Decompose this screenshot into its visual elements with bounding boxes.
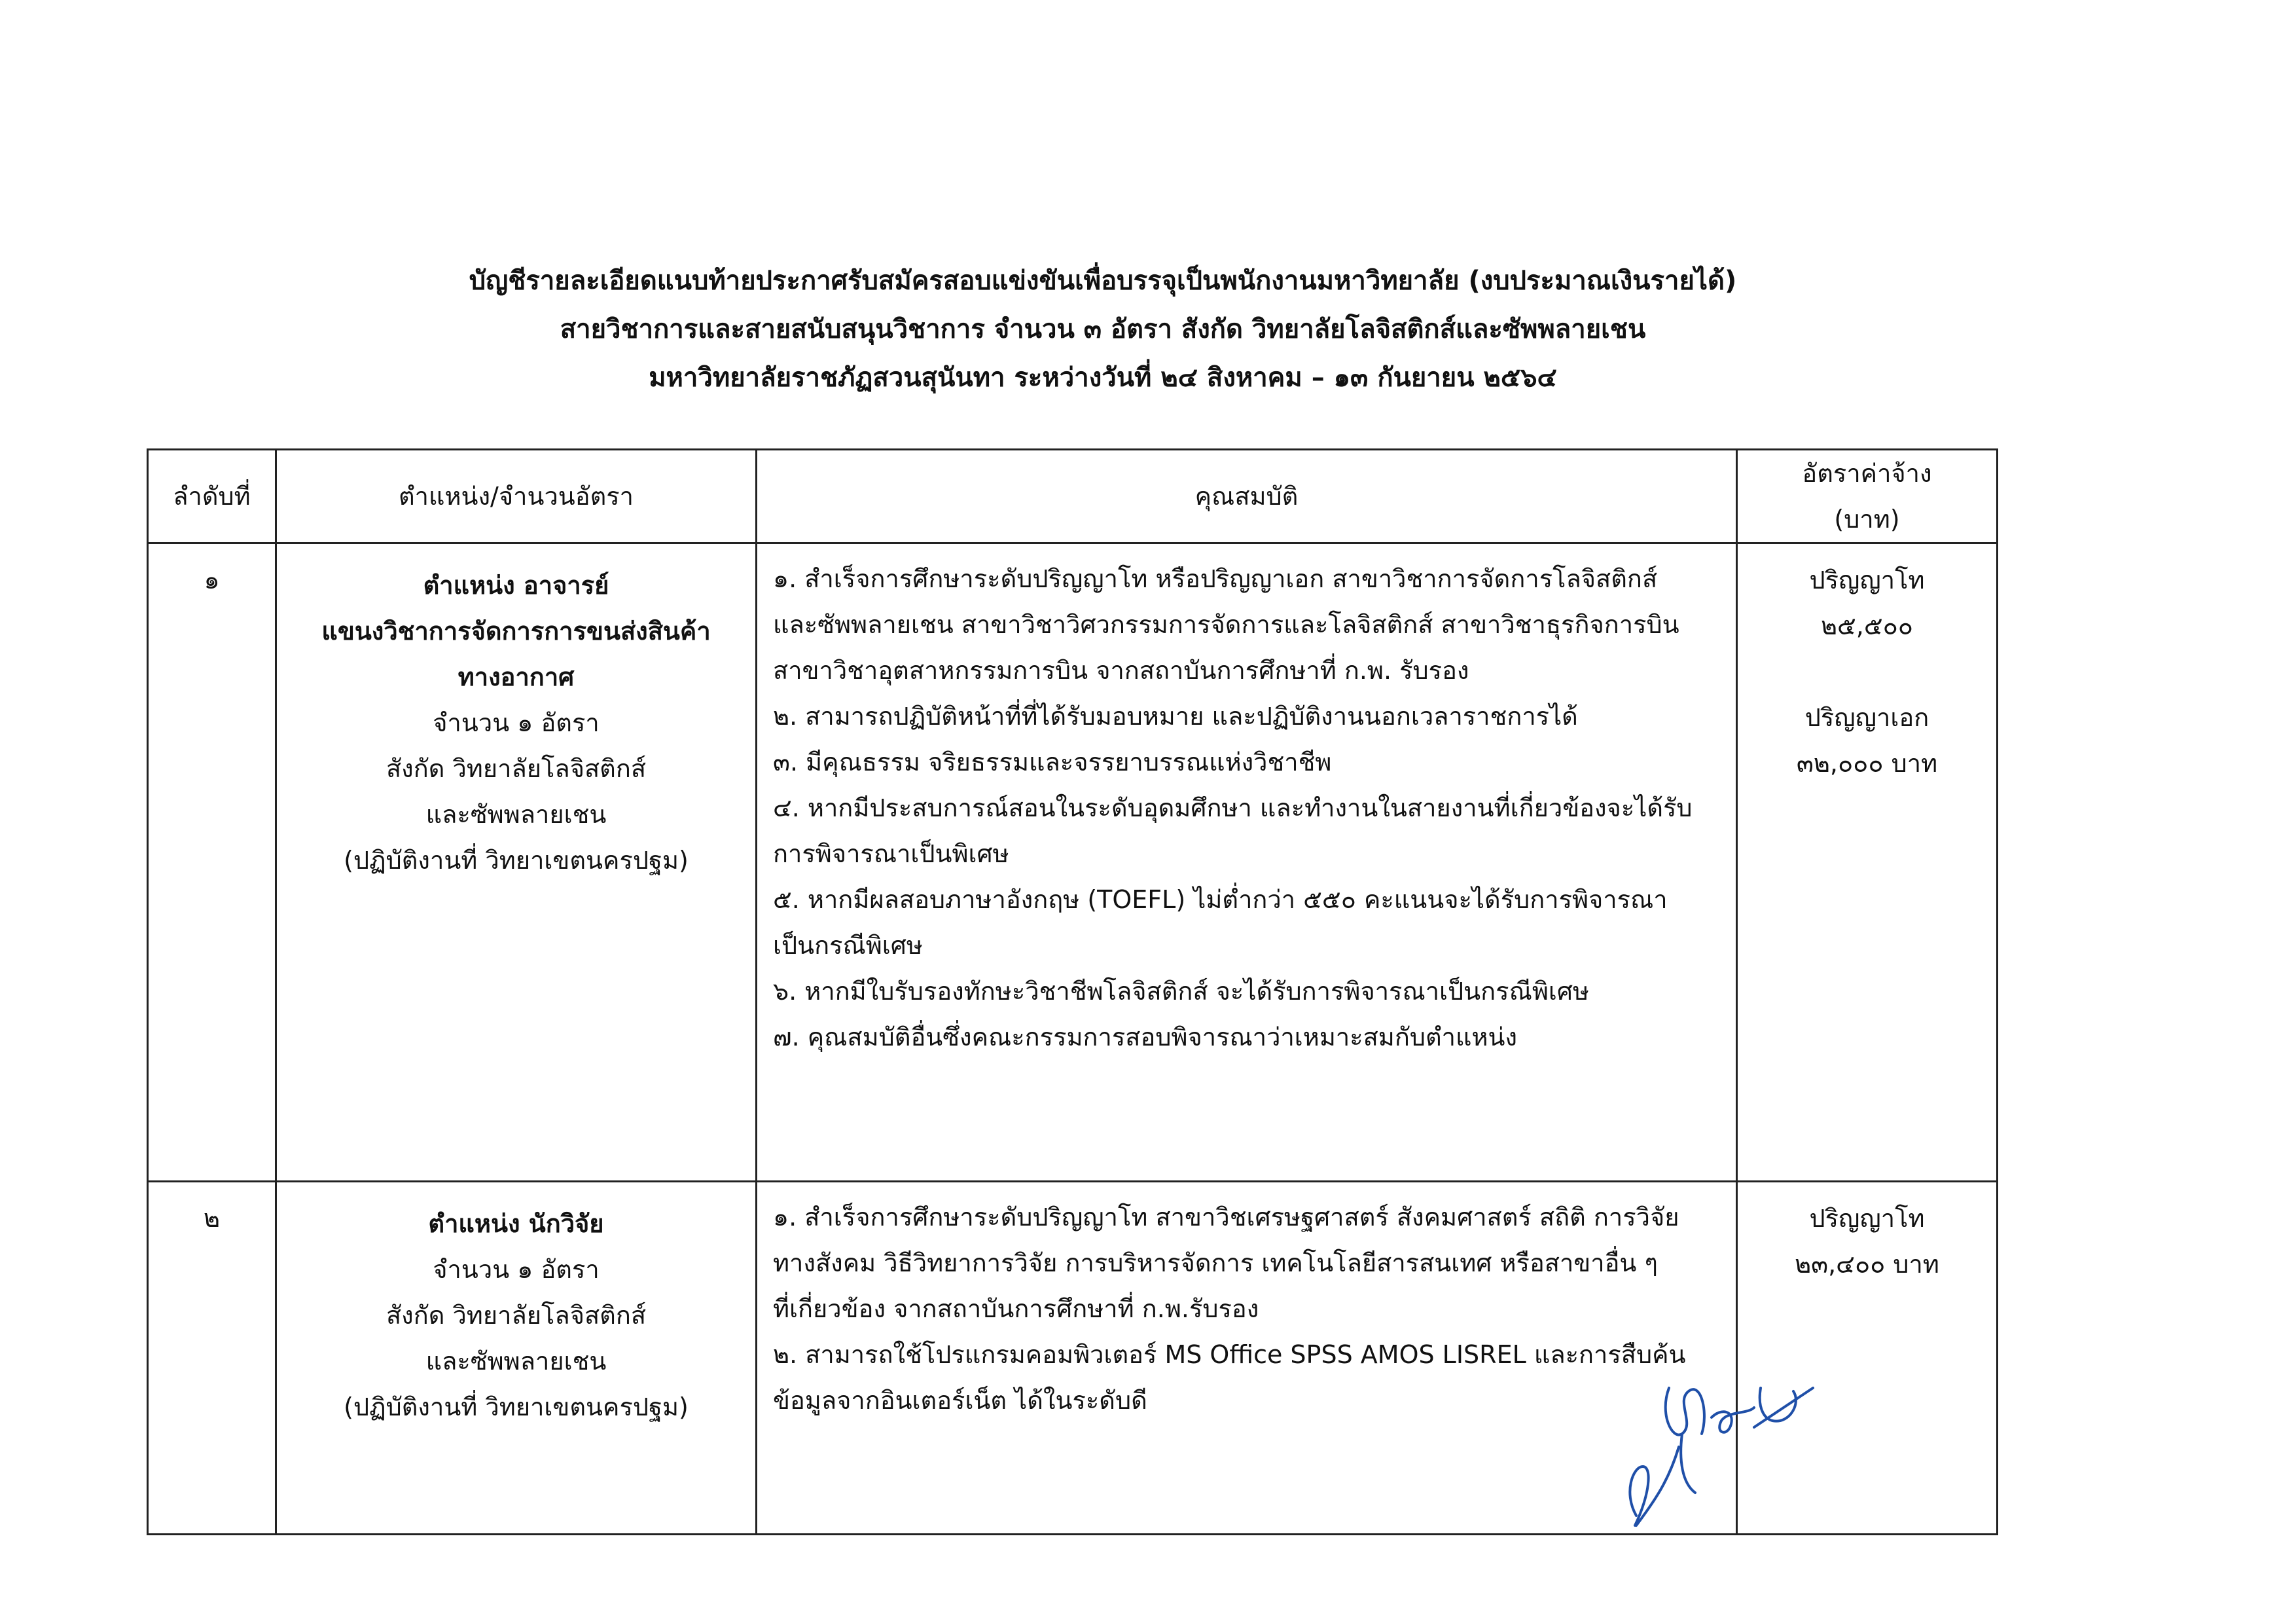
qualification-line: ทางสังคม วิธีวิทยาการวิจัย การบริหารจัดการ เทคโนโลยีสารสนเทศ หรือสาขาอื่น ๆ <box>773 1249 1658 1277</box>
position-title-line: ทางอากาศ <box>457 663 575 691</box>
position-detail-line: จำนวน ๑ อัตรา <box>433 1255 600 1284</box>
qualification-line: การพิจารณาเป็นพิเศษ <box>773 839 1009 868</box>
position-detail-line: สังกัด วิทยาลัยโลจิสติกส์ <box>386 754 647 783</box>
rate-line: ปริญญาโท <box>1809 1204 1925 1233</box>
qualification-line: ๑. สำเร็จการศึกษาระดับปริญญาโท หรือปริญญาเอก สาขาวิชาการจัดการโลจิสติกส์ <box>773 564 1658 593</box>
position-detail-line: สังกัด วิทยาลัยโลจิสติกส์ <box>386 1301 647 1330</box>
signature-stroke <box>1636 1447 1679 1525</box>
header-rate-line-2: (บาท) <box>1834 505 1900 534</box>
row-position <box>276 1182 757 1535</box>
rate-spacer <box>1738 649 1996 695</box>
qualification-line: สาขาวิชาอุตสาหกรรมการบิน จากสถาบันการศึกษาที่ ก.พ. รับรอง <box>773 656 1469 685</box>
row-qualifications <box>757 1182 1737 1535</box>
qualification-line: ๓. มีคุณธรรม จริยธรรมและจรรยาบรรณแห่งวิชาชีพ <box>773 748 1332 776</box>
rate-line: ๒๕,๕๐๐ <box>1820 611 1914 640</box>
signature-stroke <box>1712 1408 1754 1432</box>
qualification-line: ๑. สำเร็จการศึกษาระดับปริญญาโท สาขาวิชเศรษฐศาสตร์ สังคมศาสตร์ สถิติ การวิจัย <box>773 1203 1679 1231</box>
qualification-line: ที่เกี่ยวข้อง จากสถาบันการศึกษาที่ ก.พ.รับรอง <box>773 1294 1259 1323</box>
signature-stroke <box>1681 1434 1695 1493</box>
table-row <box>148 543 1998 1182</box>
rate-line: ปริญญาเอก <box>1804 703 1929 732</box>
signature-stroke <box>1754 1388 1813 1427</box>
header-rate-line-1: อัตราค่าจ้าง <box>1802 459 1932 488</box>
row-rate <box>1737 543 1998 1182</box>
rate-line: ๓๒,๐๐๐ บาท <box>1796 749 1938 778</box>
handwritten-signature <box>1597 1362 1833 1539</box>
document-header <box>262 257 1944 402</box>
qualification-line: ๖. หากมีใบรับรองทักษะวิชาชีพโลจิสติกส์ จะได้รับการพิจารณาเป็นกรณีพิเศษ <box>773 977 1590 1006</box>
row-order: ๑ <box>148 543 276 1182</box>
row-order: ๒ <box>148 1182 276 1535</box>
rate-line: ปริญญาโท <box>1809 566 1925 594</box>
position-detail-line: และซัพพลายเชน <box>425 1347 607 1376</box>
position-detail-line: จำนวน ๑ อัตรา <box>433 708 600 737</box>
header-position: ตำแหน่ง/จำนวนอัตรา <box>276 450 757 543</box>
qualification-line: ๒. สามารถใช้โปรแกรมคอมพิวเตอร์ MS Office SPSS AMOS LISREL และการสืบค้น <box>773 1340 1686 1369</box>
position-title-line: ตำแหน่ง อาจารย์ <box>423 571 609 600</box>
row-qualifications <box>757 543 1737 1182</box>
qualification-line: ๗. คุณสมบัติอื่นซึ่งคณะกรรมการสอบพิจารณาว่าเหมาะสมกับตำแหน่ง <box>773 1023 1518 1051</box>
position-detail-line: (ปฏิบัติงานที่ วิทยาเขตนครปฐม) <box>344 1393 689 1421</box>
qualification-line: ข้อมูลจากอินเตอร์เน็ต ได้ในระดับดี <box>773 1386 1147 1415</box>
header-line-2: สายวิชาการและสายสนับสนุนวิชาการ จำนวน ๓ อัตรา สังกัด วิทยาลัยโลจิสติกส์และซัพพลายเชน <box>560 314 1646 344</box>
header-order: ลำดับที่ <box>148 450 276 543</box>
qualification-line: ๕. หากมีผลสอบภาษาอังกฤษ (TOEFL) ไม่ต่ำกว่า ๕๕๐ คะแนนจะได้รับการพิจารณา <box>773 885 1668 914</box>
header-rate <box>1737 450 1998 543</box>
signature-stroke <box>1666 1388 1704 1435</box>
signature-stroke <box>1760 1388 1796 1421</box>
rate-line: ๒๓,๔๐๐ บาท <box>1795 1250 1939 1279</box>
position-title-line: ตำแหน่ง นักวิจัย <box>428 1209 604 1238</box>
position-detail-line: และซัพพลายเชน <box>425 800 607 829</box>
header-line-3: มหาวิทยาลัยราชภัฏสวนสุนันทา ระหว่างวันที่ ๒๔ สิงหาคม – ๑๓ กันยายน ๒๕๖๔ <box>649 363 1557 393</box>
header-line-1: บัญชีรายละเอียดแนบท้ายประกาศรับสมัครสอบแข่งขันเพื่อบรรจุเป็นพนักงานมหาวิทยาลัย (งบประมาณเงินรายได้) <box>469 266 1737 296</box>
signature-stroke <box>1630 1467 1648 1525</box>
position-detail-line: (ปฏิบัติงานที่ วิทยาเขตนครปฐม) <box>344 846 689 875</box>
qualification-line: ๒. สามารถปฏิบัติหน้าที่ที่ได้รับมอบหมาย และปฏิบัติงานนอกเวลาราชการได้ <box>773 702 1578 731</box>
qualification-line: เป็นกรณีพิเศษ <box>773 931 923 960</box>
header-qualifications: คุณสมบัติ <box>757 450 1737 543</box>
position-title-line: แขนงวิชาการจัดการการขนส่งสินค้า <box>321 617 711 646</box>
table-header-row <box>148 450 1998 543</box>
qualification-line: และซัพพลายเชน สาขาวิชาวิศวกรรมการจัดการและโลจิสติกส์ สาขาวิชาธุรกิจการบิน <box>773 610 1679 639</box>
row-position <box>276 543 757 1182</box>
qualification-line: ๔. หากมีประสบการณ์สอนในระดับอุดมศึกษา และทำงานในสายงานที่เกี่ยวข้องจะได้รับ <box>773 793 1693 822</box>
